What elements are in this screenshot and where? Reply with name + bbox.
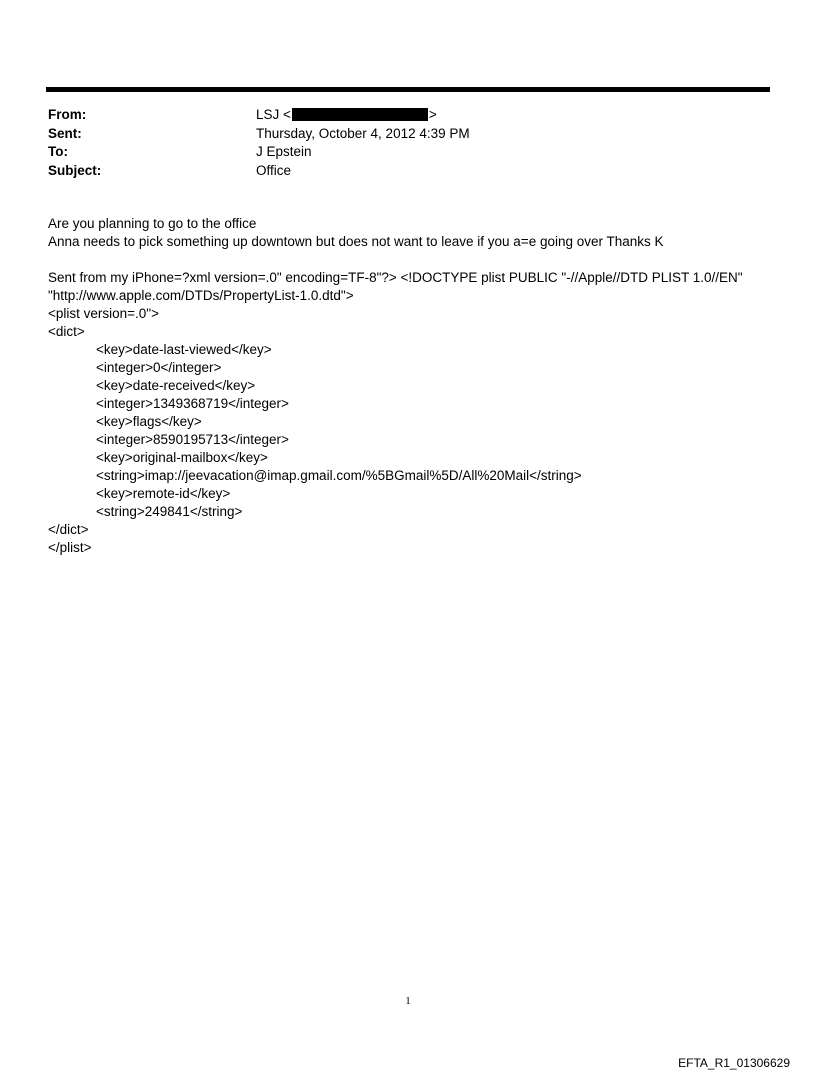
page-number: 1 [405,995,411,1007]
subject-value: Office [256,162,292,178]
dict-line: <key>original-mailbox</key> [96,450,268,465]
dict-line: <key>date-received</key> [96,378,256,393]
redaction-box [292,108,428,121]
to-label: To: [48,144,68,159]
sent-row [48,125,748,144]
body-line: Sent from my iPhone=?xml version=.0" encoding=TF-8"?> <!DOCTYPE plist PUBLIC "-//Apple//DTD PLIST 1.0//EN" [48,270,743,285]
sent-label: Sent: [48,125,82,141]
dict-line: <integer>8590195713</integer> [96,432,289,447]
from-label: From: [48,107,87,122]
from-name: LSJ < [256,107,291,122]
body-line: "http://www.apple.com/DTDs/PropertyList-1.0.dtd"> [48,288,354,303]
body-line: Anna needs to pick something up downtown but does not want to leave if you a=e going over Thanks K [48,234,664,249]
to-row [48,143,748,162]
header-divider [46,87,770,92]
dict-line: <key>date-last-viewed</key> [96,342,272,357]
body-line: <plist version=.0"> [48,306,159,321]
dict-line: <key>remote-id</key> [96,486,231,501]
document-id: EFTA_R1_01306629 [678,1056,790,1070]
from-value [256,106,748,125]
dict-line: <key>flags</key> [96,414,202,429]
dict-line: <string>imap://jeevacation@imap.gmail.com/%5BGmail%5D/All%20Mail</string> [96,468,582,483]
email-body [48,215,778,557]
subject-label: Subject: [48,162,102,178]
subject-row [48,162,748,181]
body-line: </plist> [48,540,92,555]
body-line: </dict> [48,522,89,537]
dict-line: <integer>0</integer> [96,360,222,375]
from-row [48,106,748,125]
email-header [48,106,748,180]
from-close-bracket: > [428,107,437,122]
body-line: Are you planning to go to the office [48,216,257,231]
dict-line: <string>249841</string> [96,504,243,519]
to-value: J Epstein [256,144,312,159]
dict-line: <integer>1349368719</integer> [96,396,289,411]
body-line: <dict> [48,324,85,339]
blank-line [48,251,778,269]
sent-value: Thursday, October 4, 2012 4:39 PM [256,125,470,141]
